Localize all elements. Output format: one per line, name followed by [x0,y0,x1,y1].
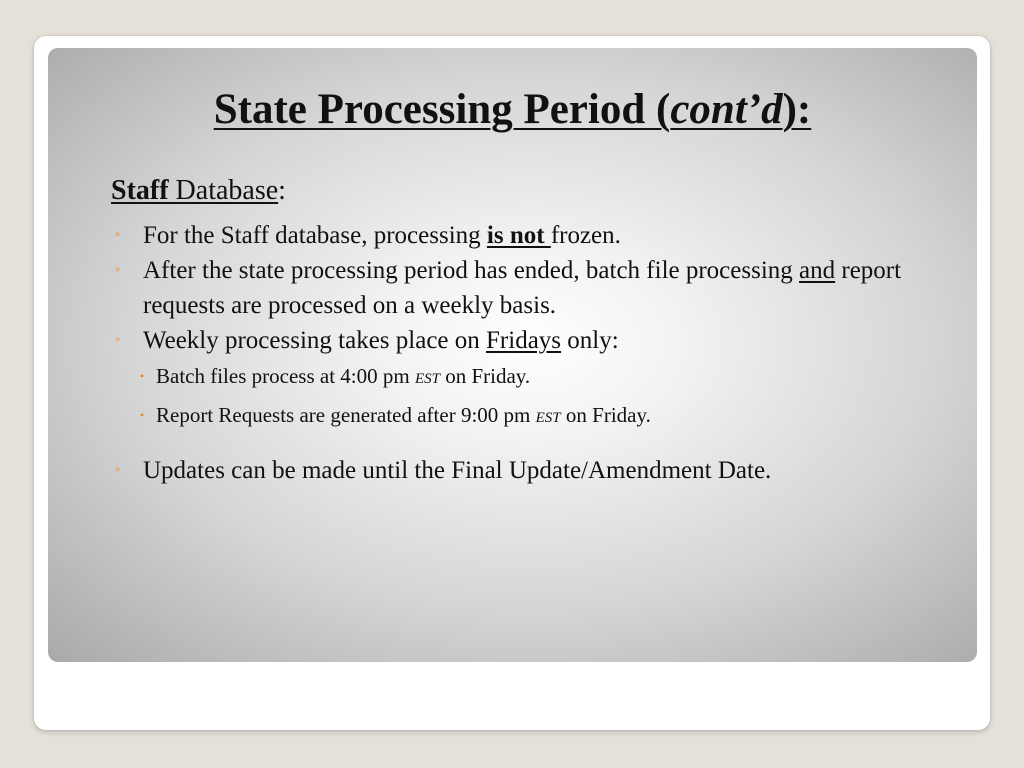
title-end: ): [782,86,812,133]
title-italic: cont’d [670,86,783,133]
sub-bullet-item [140,358,965,397]
bullet-list [115,218,965,488]
section-heading [111,174,286,208]
heading-colon: : [278,175,286,206]
bullet-marker-icon: ◦ [115,262,121,278]
sub-bullet-list [115,358,965,436]
slide-title [48,88,977,131]
bullet-text: Weekly processing takes place on [143,327,487,354]
title-main: State Processing Period ( [213,86,671,133]
bullet-emphasis: is not [486,222,551,249]
bullet-text: For the Staff database, processing [143,222,487,249]
bullet-item [115,218,965,253]
bullet-emphasis: and [799,257,836,284]
bullet-text: report requests are processed on a weekly basis. [143,257,902,319]
bullet-text: frozen. [550,222,621,249]
timezone-label: EST [414,371,440,387]
timezone-label: EST [535,410,561,426]
sub-bullet-marker-icon: • [140,408,145,422]
sub-bullet-item [140,397,965,436]
heading-rest: Database [168,175,279,206]
bullet-item [115,323,965,358]
bullet-marker-icon: ◦ [115,227,121,243]
bullet-text: After the state processing period has ended, batch file processing [143,257,800,284]
slide [48,48,977,662]
slide-title-text [214,86,812,133]
sub-bullet-text: on Friday. [560,403,651,427]
bullet-text: Updates can be made until the Final Update/Amendment Date. [143,457,772,484]
sub-bullet-text: on Friday. [439,364,531,388]
sub-bullet-text: Batch files process at 4:00 pm [156,364,415,388]
heading-underlined [111,175,278,206]
sub-bullet-text: Report Requests are generated after 9:00 pm [156,403,536,427]
bullet-emphasis: Fridays [486,327,562,354]
bullet-marker-icon: ◦ [115,332,121,348]
bullet-marker-icon: ◦ [115,462,121,478]
sub-bullet-marker-icon: • [140,369,145,383]
bullet-item [115,453,965,488]
bullet-text: only: [561,327,619,354]
bullet-item [115,253,965,323]
heading-bold: Staff [111,175,169,206]
